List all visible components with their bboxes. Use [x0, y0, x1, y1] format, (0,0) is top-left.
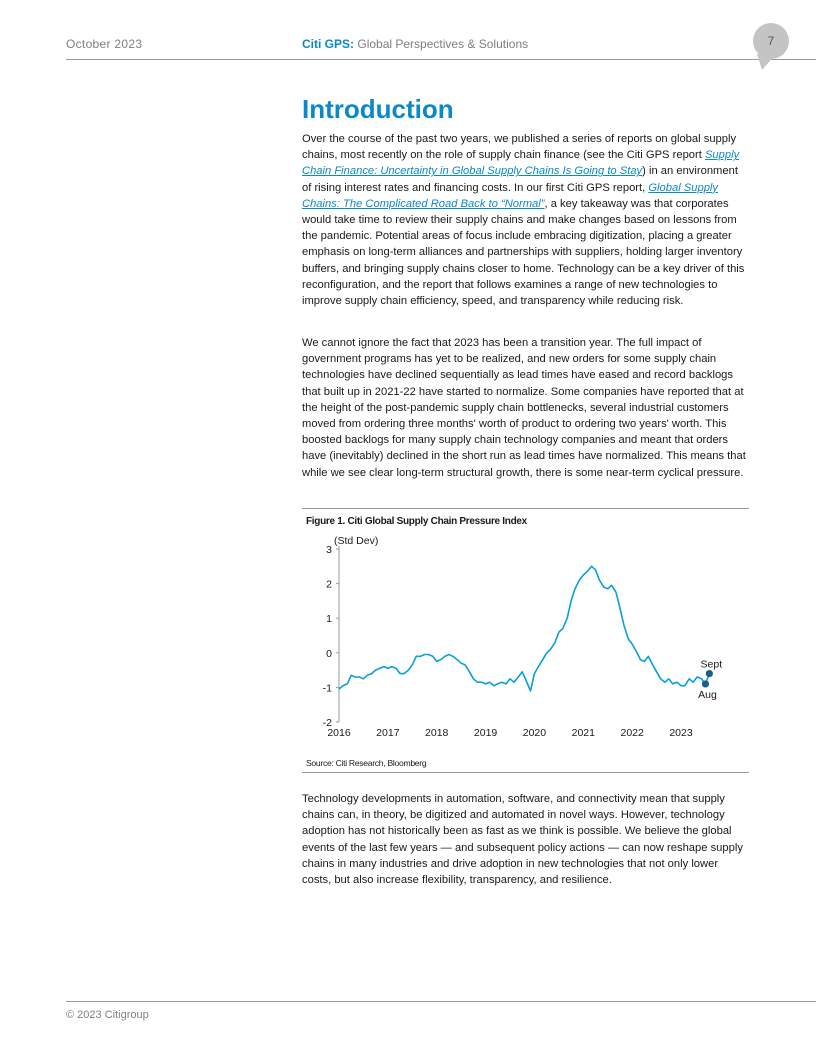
- x-tick-label: 2022: [620, 727, 644, 739]
- link-global-supply-chains-report[interactable]: Global Supply Chains: The Complicated Road Back to “Normal”: [302, 181, 718, 210]
- y-axis-ticks: [323, 544, 339, 729]
- x-tick-label: 2023: [669, 727, 693, 739]
- x-tick-label: 2020: [522, 727, 547, 739]
- footer-divider: [66, 1001, 816, 1002]
- intro-paragraph-3: Technology developments in automation, software, and connectivity mean that supply chains can, in theory, be digitized and automated in novel ways. However, technology adoption has not historically been as fast as we think is possible. We believe the global events of the last few years — and subsequent policy actions — can now reshape supply chains in many industries and drive adoption in new technologies that not only lower costs, but also increase flexibility, transparency, and resilience.: [302, 793, 743, 887]
- y-axis-label: (Std Dev): [334, 535, 379, 547]
- figure-bottom-rule: [302, 772, 749, 773]
- paragraph-1-text-c: , a key takeaway was that corporates would take time to review their supply chains and make changes based on lessons from the pandemic. Potential areas of focus include embracing digitization, placing a greater emphasis on long-term alliances and partnerships with suppliers, holding larger inventory buffers, and bringing supply chains closer to home. Technology can be a key driver of this reconfiguration, and the report that follows examines a range of new technologies to improve supply chain efficiency, speed, and transparency while reducing risk.: [302, 197, 745, 308]
- brand-name: Citi GPS:: [302, 37, 355, 51]
- figure-top-rule: [302, 508, 749, 509]
- footer-copyright: © 2023 Citigroup: [66, 1009, 149, 1021]
- paragraph-1-text-b: ) in an environment of rising interest rates and financing costs. In our first Citi GPS report,: [302, 165, 738, 194]
- y-tick-label: -1: [322, 682, 332, 695]
- pressure-index-line: [339, 566, 709, 691]
- x-tick-label: 2016: [327, 727, 351, 739]
- y-tick-label: 2: [326, 578, 332, 591]
- y-tick-label: 0: [326, 647, 332, 660]
- annotation-label: Aug: [698, 688, 717, 701]
- x-axis-ticks: [327, 727, 693, 739]
- link-supply-chain-finance-report[interactable]: Supply Chain Finance: Uncertainty in Global Supply Chains Is Going to Stay: [302, 149, 740, 178]
- brand-subtitle: Global Perspectives & Solutions: [357, 37, 529, 51]
- page-number-badge: 7: [753, 23, 789, 59]
- y-tick-label: 3: [326, 544, 332, 556]
- x-tick-label: 2017: [376, 727, 400, 739]
- annotation-label: Sept: [700, 658, 723, 671]
- annotation-marker: [706, 670, 713, 677]
- y-tick-label: 1: [326, 613, 332, 626]
- section-title: Introduction: [302, 94, 454, 124]
- figure-title: Figure 1. Citi Global Supply Chain Pressure Index: [306, 516, 527, 527]
- annotation-marker: [702, 680, 709, 687]
- x-tick-label: 2019: [473, 727, 498, 739]
- figure-source: Source: Citi Research, Bloomberg: [306, 758, 427, 768]
- header-divider: [66, 59, 816, 60]
- x-tick-label: 2018: [425, 727, 449, 739]
- paragraph-1-text-a: Over the course of the past two years, we published a series of reports on global supply chains, most recently on the role of supply chain finance (see the Citi GPS report: [302, 133, 737, 162]
- y-tick-label: -2: [322, 717, 332, 729]
- supply-chain-pressure-chart: [302, 530, 750, 756]
- intro-paragraph-1: [302, 131, 750, 309]
- intro-paragraph-2: We cannot ignore the fact that 2023 has been a transition year. The full impact of government programs has yet to be realized, and new orders for some supply chain technologies have declined sequentially as lead times have eased and record backlogs that built up in 2021-22 have started to normalize. Some companies have reported that at the height of the post-pandemic supply chain bottlenecks, several industrial customers moved from ordering three months' worth of product to ordering two years' worth. This boosted backlogs for many supply chain technology companies and meant that orders have (inevitably) declined in the short run as lead times have normalized. This means that while we see clear long-term structural growth, there is some near-term cyclical pressure.: [302, 337, 746, 479]
- x-tick-label: 2021: [571, 727, 595, 739]
- header-date: October 2023: [66, 37, 143, 51]
- header-brand: [302, 37, 528, 51]
